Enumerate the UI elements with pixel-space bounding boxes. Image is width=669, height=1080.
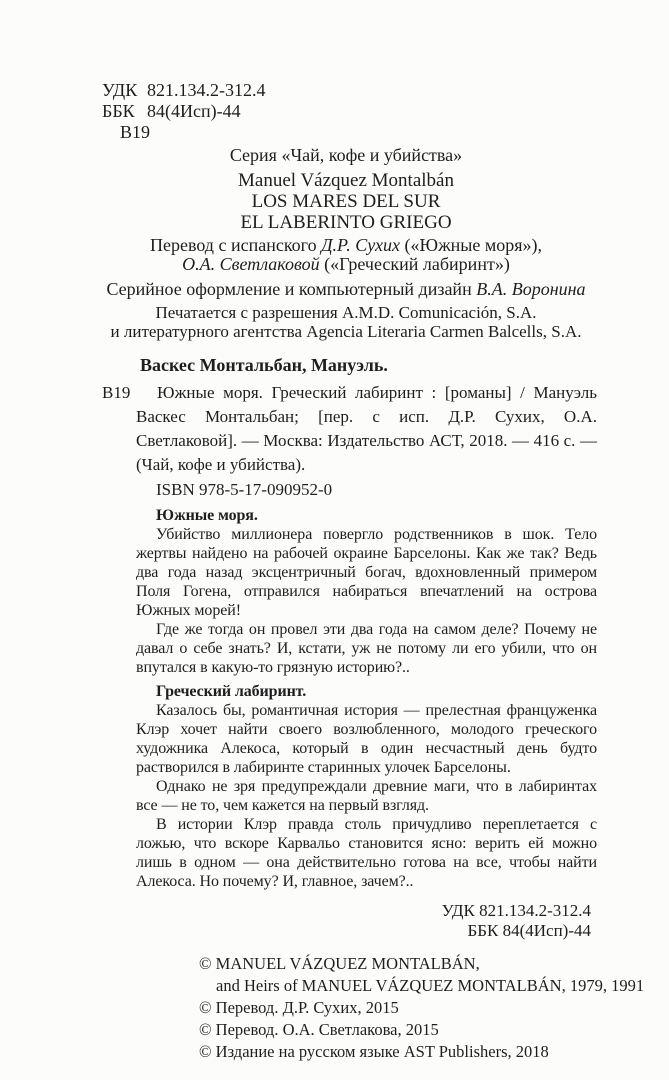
designer-name: В.А. Воронина <box>476 279 586 299</box>
translation-line1 <box>100 236 592 255</box>
annotation-heading-2: Греческий лабиринт. <box>156 683 307 700</box>
permission-note <box>100 303 592 341</box>
original-title-line1: LOS MARES DEL SUR <box>251 191 441 212</box>
author-code: В19 <box>120 122 151 142</box>
original-author: Manuel Vázquez Montalbán <box>238 170 454 191</box>
bbk-row <box>102 101 669 122</box>
permission-line2: и литературного агентства Agencia Literaria Carmen Balcells, S.A. <box>110 322 582 341</box>
copyright-line: © MANUEL VÁZQUEZ MONTALBÁN, <box>199 954 480 973</box>
translation-credit <box>100 236 592 274</box>
annotation-block <box>136 506 597 891</box>
copyright-line: and Heirs of MANUEL VÁZQUEZ MONTALBÁN, 1979, 1991 <box>216 976 645 995</box>
copyright-line: © Перевод. О.А. Светлакова, 2015 <box>199 1020 439 1039</box>
annotation-paragraph: В истории Клэр правда столь причудливо переплетается с ложью, что вскоре Карвальо становится ясно: верить ей можно лишь в одном — она действительно готова на все, чтобы найти Алекоса. Но почему? И, главное, зачем?.. <box>136 816 597 890</box>
catalog-author: Васкес Монтальбан, Мануэль. <box>140 355 388 375</box>
annotation-paragraph: Где же тогда он провел эти два года на самом деле? Почему не давал о себе знать? И, кстати, уж не потому ли его убили, что он впутался в какую-то грязную историю?.. <box>136 621 597 676</box>
translator-name-1: Д.Р. Сухих <box>321 235 400 255</box>
translation-line2 <box>100 255 592 274</box>
original-title-line2: EL LABERINTO GRIEGO <box>240 212 452 233</box>
design-prefix: Серийное оформление и компьютерный дизайн <box>106 279 477 299</box>
annotation-paragraph: Однако не зря предупреждали древние маги, что в лабиринтах все — не то, чем кажется на первый взгляд. <box>136 778 597 814</box>
translation-suffix-1: («Южные моря»), <box>399 235 543 255</box>
udk-label: УДК <box>102 80 138 100</box>
catalog-record <box>102 381 597 477</box>
isbn: ISBN 978-5-17-090952-0 <box>156 480 333 499</box>
design-credit <box>100 279 592 299</box>
udk-row <box>102 80 669 101</box>
top-codes-block <box>102 0 669 143</box>
copyright-line: © Издание на русском языке AST Publishers, 2018 <box>199 1042 549 1061</box>
bottom-bbk: ББК 84(4Исп)-44 <box>467 921 591 940</box>
original-edition-block <box>100 170 592 233</box>
annotation-paragraph: Казалось бы, романтичная история — прелестная француженка Клэр хочет найти своего возлюбленного, молодого греческого художника Алекоса, который в один несчастный день будто растворился в лабиринте старинных улочек Барселоны. <box>136 702 597 776</box>
copyright-block <box>199 953 669 1063</box>
bbk-label: ББК <box>102 101 135 121</box>
bottom-udk: УДК 821.134.2-312.4 <box>441 901 591 920</box>
imprint-centered-block <box>100 145 592 341</box>
translation-suffix-2: («Греческий лабиринт») <box>319 254 510 274</box>
annotation-paragraph: Убийство миллионера повергло родственников в шок. Тело жертвы найдено на рабочей окраине Барселоны. Как же так? Ведь два года назад эксцентричный богач, вдохновленный примером Поля Гогена, отправился набираться впечатлений на острова Южных морей! <box>136 526 597 619</box>
bbk-value: 84(4Исп)-44 <box>147 101 241 121</box>
annotation-heading-1: Южные моря. <box>156 507 258 524</box>
translation-prefix: Перевод с испанского <box>149 235 322 255</box>
catalog-record-code: В19 <box>102 383 131 402</box>
udk-value: 821.134.2-312.4 <box>147 80 266 100</box>
permission-line1: Печатается с разрешения A.M.D. Comunicación, S.A. <box>155 303 537 322</box>
copyright-line: © Перевод. Д.Р. Сухих, 2015 <box>199 998 399 1017</box>
catalog-description: Южные моря. Греческий лабиринт : [романы] / Мануэль Васкес Монтальбан; [пер. с исп. Д.Р. Сухих, О.А. Светлаковой]. — Москва: Издательство АСТ, 2018. — 416 с. — (Чай, кофе и убийства). <box>136 383 597 474</box>
bottom-codes-block <box>0 901 591 941</box>
translator-name-2: О.А. Светлаковой <box>182 254 320 274</box>
series-note: Серия «Чай, кофе и убийства» <box>229 145 463 165</box>
